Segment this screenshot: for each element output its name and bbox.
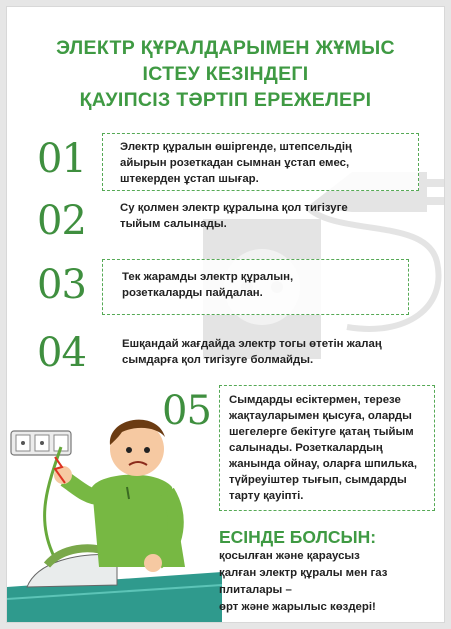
rule-3-text: Тек жарамды электр құралын, розеткаларды пайдалан. — [122, 271, 294, 299]
rule-3-number: 03 — [37, 262, 86, 308]
poster-title — [7, 35, 444, 113]
poster — [6, 6, 445, 623]
title-line-3: ҚАУІПСІЗ ТӘРТІП ЕРЕЖЕЛЕРІ — [79, 89, 372, 111]
rule-4-text: Ешқандай жағдайда электр тогы өтетін жалаң сымдарға қол тигізуге болмайды. — [122, 338, 382, 366]
title-line-2: ІСТЕУ КЕЗІНДЕГІ — [142, 63, 309, 85]
rule-1-number: 01 — [37, 136, 86, 182]
rule-2-number: 02 — [37, 198, 86, 244]
rule-1-text: Электр құралын өшіргенде, штепсельдің айырын розеткадан сымнан ұстап емес, штекерден ұстап шығар. — [120, 141, 352, 185]
remember-heading: ЕСІНДЕ БОЛСЫН: — [219, 527, 377, 547]
rule-4-number: 04 — [37, 330, 86, 376]
rule-2-text: Су қолмен электр құралына қол тигізуге тыйым салынады. — [120, 202, 348, 230]
rule-5-number: 05 — [162, 388, 211, 434]
remember-text: қосылған және қараусыз қалған электр құралы мен газ плиталары – өрт және жарылыс көздері! — [219, 550, 388, 613]
rule-5-text: Сымдарды есіктермен, терезе жақтауларымен қысуға, оларды шегелерге бекітуге қатаң тыйым салынады. Розеткалардың жанында ойнау, оларға шпилька, түйреуіштер тығып, сымдарды тарту қауіпті. — [229, 394, 418, 502]
title-line-1: ЭЛЕКТР ҚҰРАЛДАРЫМЕН ЖҰМЫС — [56, 37, 395, 59]
